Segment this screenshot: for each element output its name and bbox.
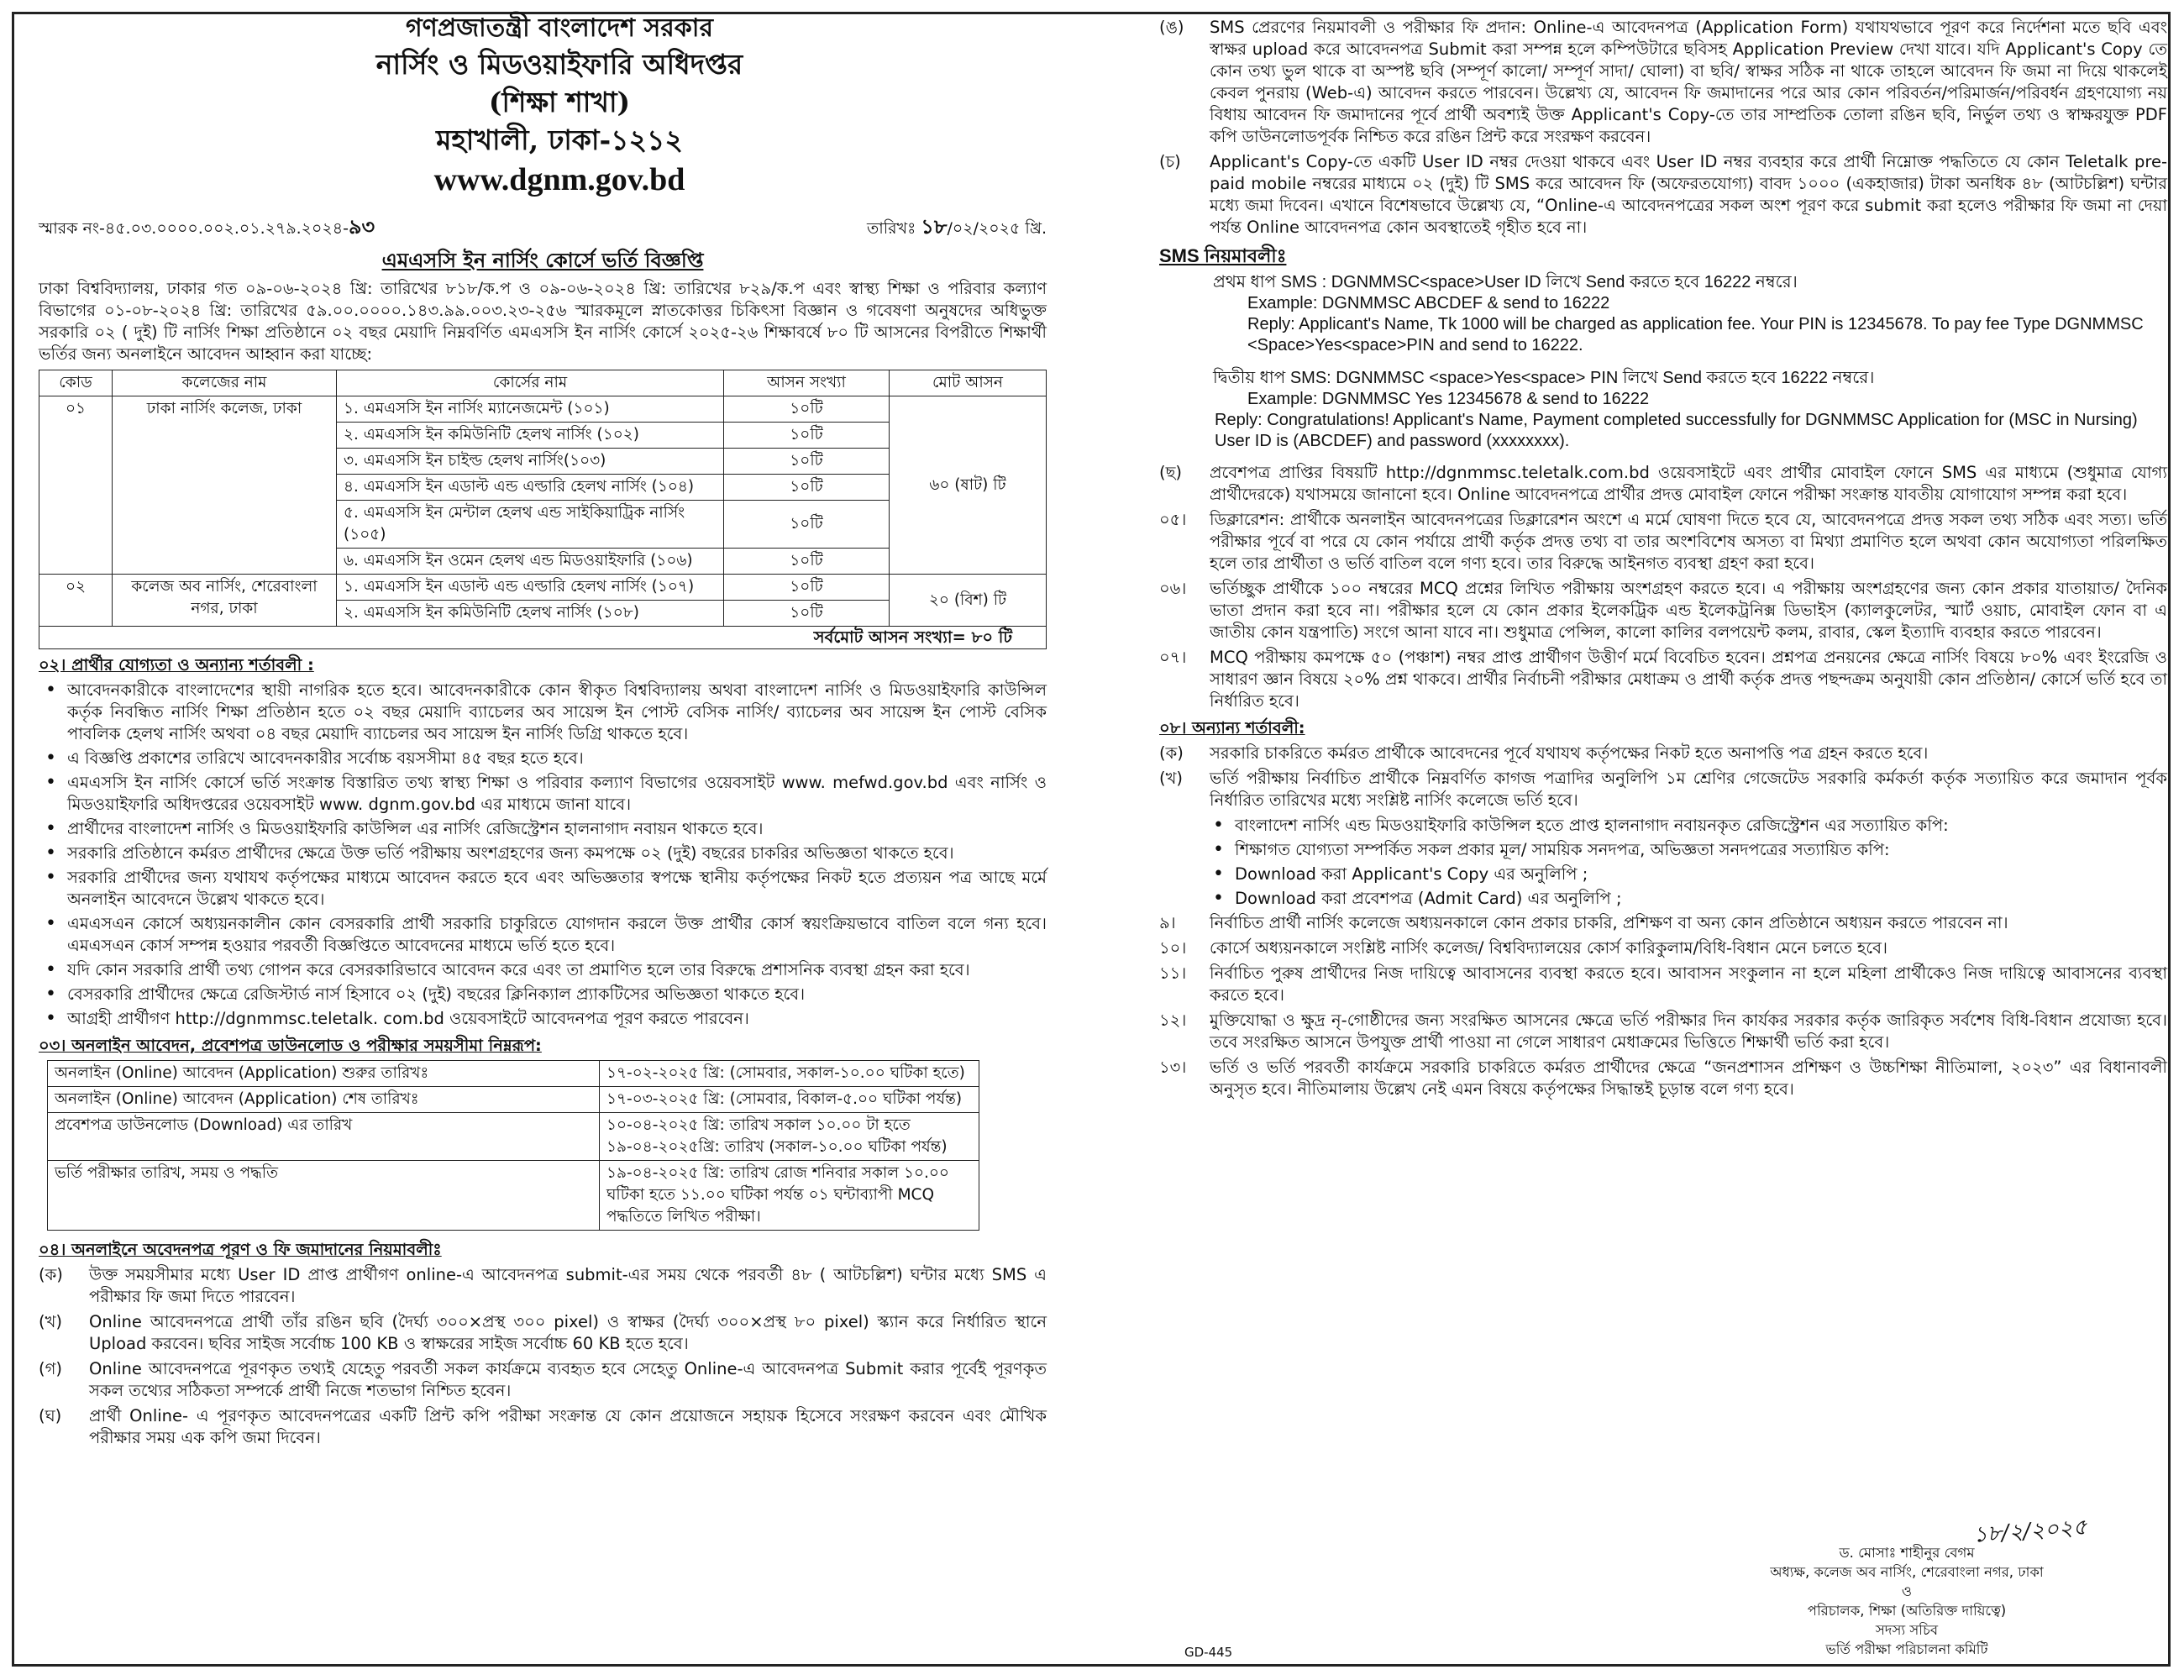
- left-column: [39, 12, 1047, 1452]
- schedule-row: [48, 1113, 979, 1161]
- college-total-seats: ৬০ (ষাট) টি: [890, 396, 1047, 575]
- section4-title: ০৪। অনলাইনে অবেদনপত্র পূরণ ও ফি জমাদানের নিয়মাবলীঃ: [39, 1240, 442, 1259]
- schedule-value: ১০-০৪-২০২৫ খ্রি: তারিখ সকাল ১০.০০ টা হতে ১৯-০৪-২০২৫খ্রি: তারিখ (সকাল-১০.০০ ঘটিকা পর্যন্ত): [600, 1113, 979, 1161]
- fee-rule: [1159, 151, 2167, 239]
- numbered-item-text: মুক্তিযোদ্ধা ও ক্ষুদ্র নৃ-গোষ্ঠীদের জন্য সংরক্ষিত আসনের ক্ষেত্রে ভর্তি পরীক্ষার দিন কার্যকর সরকার কর্তৃক জারিকৃত সর্বশেষ বিধি-বিধান প্রযোজ্য হবে। তবে সংরক্ষিত আসনে উপযুক্ত প্রার্থী পাওয়া না গেলে সাধারণ মেধাক্রমের ভিত্তিতে শিক্ষার্থী ভর্তি করা হবে।: [1210, 1011, 2167, 1052]
- memo-date: [867, 216, 1047, 239]
- college-name: কলেজ অব নার্সিং, শেরেবাংলা নগর, ঢাকা: [113, 575, 337, 627]
- notice-title: [39, 249, 1047, 273]
- numbered-item-text: ভর্তি ও ভর্তি পরবর্তী কার্যক্রমে সরকারি চাকরিতে কর্মরত প্রার্থীদের ক্ষেত্রে “জনপ্রশাসন প্রশিক্ষণ ও উচ্চশিক্ষা নীতিমালা, ২০২৩” এর বিধানাবলী অনুসৃত হবে। নীতিমালায় উল্লেখ নেই এমন বিষয়ে কর্তৃপক্ষের সিদ্ধান্তই চূড়ান্ত বলে গণ্য হবে।: [1210, 1058, 2167, 1099]
- item-chha: [1159, 462, 2167, 506]
- memo-date-handwritten: ১৮: [921, 215, 948, 239]
- schedule-label: প্রবেশপত্র ডাউনলোড (Download) এর তারিখ: [48, 1113, 600, 1161]
- seat-col-code: কোড: [39, 370, 113, 396]
- numbered-item-mark: ১১।: [1159, 963, 1187, 983]
- header-website: www.dgnm.gov.bd: [433, 162, 685, 197]
- numbered-item-text: নির্বাচিত প্রার্থী নার্সিং কলেজে অধ্যয়নকালে কোন প্রকার চাকরি, প্রশিক্ষণ বা অন্য কোন প্রতিষ্ঠানে অধ্যয়ন করতে পারবেন না।: [1210, 913, 2008, 932]
- signatory-name: ড. মোসাঃ শাহীনুর বেগম: [1839, 1545, 1975, 1561]
- sms-step1: প্রথম ধাপ SMS : DGNMMSC<space>User ID লিখে Send করতে হবে 16222 নম্বরে।: [1213, 273, 1798, 291]
- fee-rule-mark: (ঙ): [1159, 18, 1184, 37]
- fee-rule-text: Online আবেদনপত্রে প্রার্থী তাঁর রঙিন ছবি (দৈর্ঘ্য ৩০০×প্রস্থ ৩০০ pixel) ও স্বাক্ষর (দৈর্ঘ্য ৩০০×প্রস্থ ৮০ pixel) স্ক্যান করে নির্ধারিত স্থানে Upload করবেন। ছবির সাইজ সর্বোচ্চ 100 KB ও স্বাক্ষরের সাইজ সর্বোচ্চ 60 KB হতে হবে।: [89, 1312, 1047, 1353]
- fee-rule-mark: (গ): [39, 1359, 62, 1378]
- item-chha-text: প্রবেশপত্র প্রাপ্তির বিষয়টি http://dgnmmsc.teletalk.com.bd ওয়েবসাইটে এবং প্রার্থীর মোবাইল ফোনে SMS এর মাধ্যমে (শুধুমাত্র যোগ্য প্রার্থীদেরকে) যথাসময়ে জানানো হবে। Online আবেদনপত্রে প্রার্থীর প্রদত্ত মোবাইল ফোনে পরীক্ষা সংক্রান্ত যাবতীয় যোগাযোগ সম্পন্ন করা হবে।: [1210, 463, 2167, 504]
- college-code: ০২: [39, 575, 113, 627]
- course-seats: ১০টি: [724, 449, 890, 475]
- numbered-items: [1159, 509, 2167, 712]
- numbered-item: [1159, 509, 2167, 575]
- eligibility-item: • এমএসসি ইন নার্সিং কোর্সে ভর্তি সংক্রান্ত বিস্তারিত তথ্য স্বাস্থ্য শিক্ষা ও পরিবার কল্যাণ বিভাগের ওয়েবসাইট www. mefwd.gov.bd এবং নার্সিং ও মিডওয়াইফারি অধিদপ্তরের ওয়েবসাইট www. dgnm.gov.bd এর মাধ্যমে জানা যাবে।: [67, 772, 1047, 816]
- schedule-row: [48, 1161, 979, 1231]
- numbered-item: [1159, 937, 2167, 959]
- right-column: [1159, 17, 2167, 1104]
- numbered-item: [1159, 578, 2167, 643]
- seat-col-college: কলেজের নাম: [113, 370, 337, 396]
- numbered-item-mark: ০৭।: [1159, 648, 1187, 667]
- header-branch: (শিক্ষা শাখা): [488, 86, 631, 118]
- sms-step1-reply: Reply: Applicant's Name, Tk 1000 will be charged as application fee. Your PIN is 12345678. To pay fee Type DGNMMSC <Space>Yes<space>PIN and send to 16222.: [1247, 315, 2144, 354]
- schedule-label: ভর্তি পরীক্ষার তারিখ, সময় ও পদ্ধতি: [48, 1161, 600, 1231]
- course-name: ৬. এমএসসি ইন ওমেন হেলথ এন্ড মিডওয়াইফারি (১০৬): [337, 549, 724, 575]
- numbered-item-mark: ০৬।: [1159, 579, 1187, 598]
- eligibility-item: • সরকারি প্রতিষ্ঠানে কর্মরত প্রার্থীদের ক্ষেত্রে উক্ত ভর্তি পরীক্ষায় অংশগ্রহণের জন্য কমপক্ষে ০২ (দুই) বছরের চাকরির অভিজ্ঞতা থাকতে হবে।: [67, 843, 1047, 864]
- fee-rule-text: SMS প্রেরণের নিয়মাবলী ও পরীক্ষার ফি প্রদান: Online-এ আবেদনপত্র (Application Form) যথাযথভাবে পূরণ করে নির্দেশনা মতে ছবি এবং স্বাক্ষর upload করে আবেদনপত্র Submit করা সম্পন্ন হলে কম্পিউটারে ছবিসহ Application Preview দেখা যাবে। যদি Applicant's Copy তে কোন তথ্য ভুল থাকে বা অস্পষ্ট ছবি (সম্পূর্ণ কালো/ সম্পূর্ণ সাদা/ ঘোলা) বা ছবি/ স্বাক্ষর সঠিক না থাকে তাহলে আবেদন ফি জমা না দিয়ে থাকলেই কেবল পুনরায় (Web-এ) আবেদন করতে পারবেন। উল্লেখ্য যে, আবেদন ফি জমাদানের পরে আর কোন পরিবর্তন/পরিমার্জন/পরিবর্ধন গ্রহণযোগ্য নয় বিধায় আবেদন ফি জমাদানের পূর্বে প্রার্থী অবশ্যই উক্ত Applicant's Copy-তে তার সাম্প্রতিক তোলা রঙিন ছবি, নির্ভুল তথ্য ও স্বাক্ষরযুক্ত PDF কপি ডাউনলোডপূর্বক নিশ্চিত করে রঙিন প্রিন্ট করে সংরক্ষণ করবেন।: [1210, 18, 2167, 146]
- section2-list: [39, 680, 1047, 1030]
- section8-kha-text: ভর্তি পরীক্ষায় নির্বাচিত প্রার্থীকে নিম্নবর্ণিত কাগজ পত্রাদির অনুলিপি ১ম শ্রেণির গেজেটেড সরকারি কর্মকর্তা কর্তৃক সত্যায়িত করে জমাদান পূর্বক নির্ধারিত তারিখের মধ্যে সংশ্লিষ্ট নার্সিং কলেজে ভর্তি হবে।: [1210, 769, 2167, 810]
- course-name: ৪. এমএসসি ইন এডাল্ট এন্ড এল্ডারি হেলথ নার্সিং (১০৪): [337, 475, 724, 501]
- fee-rule-text: উক্ত সময়সীমার মধ্যে User ID প্রাপ্ত প্রার্থীগণ online-এ আবেদনপত্র submit-এর সময় থেকে পরবর্তী ৪৮ ( আটচল্লিশ) ঘন্টার মধ্যে SMS এ পরীক্ষার ফি জমা দিতে পারবেন।: [89, 1265, 1047, 1306]
- signatory-title2: পরিচালক, শিক্ষা (অতিরিক্ত দায়িত্বে): [1807, 1603, 2007, 1619]
- schedule-value: ১৯-০৪-২০২৫ খ্রি: তারিখ রোজ শনিবার সকাল ১০.০০ ঘটিকা হতে ১১.০০ ঘটিকা পর্যন্ত ০১ ঘন্টাব্যাপী MCQ পদ্ধতিতে লিখিত পরীক্ষা।: [600, 1161, 979, 1231]
- notice-title-text: এমএসসি ইন নার্সিং কোর্সে ভর্তি বিজ্ঞপ্তি: [381, 249, 704, 272]
- course-name: ২. এমএসসি ইন কমিউনিটি হেলথ নার্সিং (১০৮): [337, 601, 724, 627]
- sms-step2: দ্বিতীয় ধাপ SMS: DGNMMSC <space>Yes<space> PIN লিখে Send করতে হবে 16222 নম্বরে।: [1213, 369, 1875, 387]
- fee-rule-mark: (খ): [39, 1312, 63, 1331]
- section8-kha-mark: (খ): [1159, 769, 1184, 788]
- fee-rule: [39, 1311, 1047, 1355]
- course-seats: ১০টি: [724, 396, 890, 423]
- numbered-item-text: ডিক্লারেশন: প্রার্থীকে অনলাইন আবেদনপত্রের ডিক্লারেশন অংশে এ মর্মে ঘোষণা দিতে হবে যে, আবেদনপত্রে প্রদত্ত সকল তথ্য সঠিক এবং সত্য। ভর্তি পরীক্ষার পূর্বে বা পরে যে কোন পর্যায়ে প্রার্থী কর্তৃক প্রদত্ত তথ্য বা তার অংশবিশেষ অসত্য বা মিথ্যা প্রমাণিত হলে অথবা কোন অযোগ্যতা পরিলক্ষিত হলে তার প্রার্থীতা ও ভর্তি বাতিল বলে গণ্য হবে। তার বিরুদ্ধে আইনগত ব্যবস্থা গ্রহণ করা হবে।: [1210, 510, 2167, 573]
- footer-code: GD-445: [1184, 1645, 1233, 1660]
- fee-rule: [39, 1358, 1047, 1402]
- seat-table: [39, 370, 1047, 627]
- schedule-label: অনলাইন (Online) আবেদন (Application) শেষ তারিখঃ: [48, 1087, 600, 1113]
- memo-date-rest: /০২/২০২৫ খ্রি.: [947, 219, 1047, 238]
- fee-rule: [39, 1264, 1047, 1308]
- schedule-value: ১৭-০৩-২০২৫ খ্রি: (সোমবার, বিকাল-৫.০০ ঘটিকা পর্যন্ত): [600, 1087, 979, 1113]
- signature-handwritten: [1709, 1515, 2104, 1548]
- section8-title: ০৮। অন্যান্য শর্তাবলী:: [1159, 718, 1305, 738]
- numbered-item-mark: ৯।: [1159, 913, 1176, 932]
- fee-items: [1159, 17, 2167, 239]
- college-name: ঢাকা নার্সিং কলেজ, ঢাকা: [113, 396, 337, 575]
- section2-title: ০২। প্রার্থীর যোগ্যতা ও অন্যান্য শর্তাবলী :: [39, 655, 314, 675]
- section8-ka: [1159, 743, 2167, 764]
- fee-rule-text: Online আবেদনপত্রে পূরণকৃত তথ্যই যেহেতু পরবর্তী সকল কার্যক্রমে ব্যবহৃত হবে সেহেতু Online-এ আবেদনপত্র Submit করার পূর্বেই পূরণকৃত সকল তথ্যের সঠিকতা সম্পর্কে প্রার্থী নিজে শতভাগ নিশ্চিত হবেন।: [89, 1359, 1047, 1400]
- fee-rule: [39, 1405, 1047, 1449]
- course-seats: ১০টি: [724, 423, 890, 449]
- seat-col-course: কোর্সের নাম: [337, 370, 724, 396]
- numbered-item-mark: ০৫।: [1159, 510, 1187, 529]
- eligibility-item: • আগ্রহী প্রার্থীগণ http://dgnmmsc.teletalk. com.bd ওয়েবসাইটে আবেদনপত্র পূরণ করতে পারবেন।: [67, 1008, 1047, 1030]
- numbered-item-mark: ১৩।: [1159, 1058, 1187, 1077]
- sms-instructions: [1159, 272, 2167, 452]
- course-name: ১. এমএসসি ইন নার্সিং ম্যানেজমেন্ট (১০১): [337, 396, 724, 423]
- fee-rule-mark: (ক): [39, 1265, 63, 1284]
- course-name: ১. এমএসসি ইন এডাল্ট এন্ড এল্ডারি হেলথ নার্সিং (১০৭): [337, 575, 724, 601]
- schedule-row: [48, 1087, 979, 1113]
- course-seats: ১০টি: [724, 575, 890, 601]
- memo-date-label: তারিখঃ: [866, 219, 916, 238]
- course-seats: ১০টি: [724, 549, 890, 575]
- sms-step2-example: Example: DGNMMSC Yes 12345678 & send to 16222: [1247, 390, 1650, 408]
- schedule-row: [48, 1061, 979, 1087]
- memo-ref: [39, 216, 375, 239]
- seat-table-row: [39, 396, 1047, 423]
- numbered-item-text: নির্বাচিত পুরুষ প্রার্থীদের নিজ দায়িত্বে আবাসনের ব্যবস্থা করতে হবে। আবাসন সংকুলান না হলে মহিলা প্রার্থীকেও নিজ দায়িত্বে আবাসনের ব্যবস্থা করতে হবে।: [1210, 963, 2167, 1005]
- numbered-item: [1159, 1057, 2167, 1100]
- section8-kha: [1159, 768, 2167, 811]
- numbered-item-mark: ১০।: [1159, 938, 1187, 958]
- memo-row: [39, 216, 1047, 239]
- signatory-title3: সদস্য সচিব: [1875, 1622, 1939, 1638]
- college-code: ০১: [39, 396, 113, 575]
- signature-date: ১৮/২/২০২৫: [1972, 1515, 2088, 1548]
- letterhead: [215, 12, 904, 201]
- fee-rule-mark: (চ): [1159, 152, 1181, 171]
- course-seats: ১০টি: [724, 501, 890, 549]
- section8-list: [1159, 815, 2167, 910]
- course-name: ২. এমএসসি ইন কমিউনিটি হেলথ নার্সিং (১০২): [337, 423, 724, 449]
- document-item: • শিক্ষাগত যোগ্যতা সম্পর্কিত সকল প্রকার মূল/ সাময়িক সনদপত্র, অভিজ্ঞতা সনদপত্রের সত্যায়িত কপি:: [1235, 839, 2167, 861]
- memo-ref-label: স্মারক নং-৪৫.০৩.০০০০.০০২.০১.২৭৯.২০২৪-: [39, 219, 349, 238]
- item-chha-mark: (ছ): [1159, 463, 1183, 482]
- eligibility-item: • এমএসএন কোর্সে অধ্যয়নকালীন কোন বেসরকারি প্রার্থী সরকারি চাকুরিতে যোগদান করলে উক্ত প্রার্থীর কোর্স স্বয়ংক্রিয়ভাবে বাতিল বলে গন্য হবে। এমএসএন কোর্স সম্পন্ন হওয়ার পরবর্তী বিজ্ঞপ্তিতে আবেদনের মাধ্যমে ভর্তি হতে হবে।: [67, 913, 1047, 957]
- numbered-item-mark: ১২।: [1159, 1011, 1187, 1030]
- course-seats: ১০টি: [724, 475, 890, 501]
- signatory-and: ও: [1901, 1583, 1913, 1599]
- schedule-value: ১৭-০২-২০২৫ খ্রি: (সোমবার, সকাল-১০.০০ ঘটিকা হতে): [600, 1061, 979, 1087]
- sms-step2-reply: Reply: Congratulations! Applicant's Name, Payment completed successfully for DGNMMSC Application for (MSC in Nursing) User ID is (ABCDEF) and password (xxxxxxxx).: [1215, 411, 2138, 450]
- numbered-item: [1159, 647, 2167, 712]
- section4-list: [39, 1264, 1047, 1449]
- numbered-item: [1159, 963, 2167, 1006]
- sms-title: SMS নিয়মাবলীঃ: [1159, 245, 1287, 266]
- eligibility-item: • যদি কোন সরকারি প্রার্থী তথ্য গোপন করে বেসরকারিভাবে আবেদন করে এবং তা প্রমাণিত হলে তার বিরুদ্ধে প্রশাসনিক ব্যবস্থা গ্রহন করা হবে।: [67, 959, 1047, 981]
- signatory-title4: ভর্তি পরীক্ষা পরিচালনা কমিটি: [1825, 1641, 1988, 1657]
- numbered-item-text: MCQ পরীক্ষায় কমপক্ষে ৫০ (পঞ্চাশ) নম্বর প্রাপ্ত প্রার্থীগণ উত্তীর্ণ মর্মে বিবেচিত হবেন। প্রশ্নপত্র প্রনয়নের ক্ষেত্রে নার্সিং বিষয়ে ৮০% এবং ইংরেজি ও সাধারণ জ্ঞান বিষয়ে ২০% প্রশ্ন থাকবে। প্রার্থীর নির্বাচনী পরীক্ষার মেধাক্রম ও প্রার্থী কর্তৃক প্রদত্ত পছন্দক্রম অনুযায়ী কোন প্রতিষ্ঠান/ কোর্সে ভর্তি হবে তা নির্ধারিত হবে।: [1210, 648, 2167, 711]
- seat-col-total: মোট আসন: [890, 370, 1047, 396]
- course-seats: ১০টি: [724, 601, 890, 627]
- signatory-title1: অধ্যক্ষ, কলেজ অব নার্সিং, শেরেবাংলা নগর, ঢাকা: [1770, 1564, 2044, 1580]
- document-item: • বাংলাদেশ নার্সিং এন্ড মিডওয়াইফারি কাউন্সিল হতে প্রাপ্ত হালনাগাদ নবায়নকৃত রেজিস্ট্রেশন এর সত্যায়িত কপি:: [1235, 815, 2167, 837]
- course-name: ৩. এমএসসি ইন চাইল্ড হেলথ নার্সিং(১০৩): [337, 449, 724, 475]
- document-item: • Download করা Applicant's Copy এর অনুলিপি ;: [1235, 864, 2167, 885]
- header-gov: গণপ্রজাতন্ত্রী বাংলাদেশ সরকার: [406, 13, 713, 43]
- header-dept: নার্সিং ও মিডওয়াইফারি অধিদপ্তর: [375, 48, 743, 81]
- fee-rule-text: প্রার্থী Online- এ পূরণকৃত আবেদনপত্রের একটি প্রিন্ট কপি পরীক্ষা সংক্রান্ত যে কোন প্রয়োজনে সহায়ক হিসেবে সংরক্ষণ করবেন এবং মৌখিক পরীক্ষার সময় এক কপি জমা দিবেন।: [89, 1406, 1047, 1447]
- seat-table-header: [39, 370, 1047, 396]
- section8-ka-text: সরকারি চাকরিতে কর্মরত প্রার্থীকে আবেদনের পূর্বে যথাযথ কর্তৃপক্ষের নিকট হতে অনাপত্তি পত্র গ্রহন করতে হবে।: [1210, 743, 1929, 763]
- course-name: ৫. এমএসসি ইন মেন্টাল হেলথ এন্ড সাইকিয়াট্রিক নার্সিং (১০৫): [337, 501, 724, 549]
- eligibility-item: • বেসরকারি প্রার্থীদের ক্ষেত্রে রেজিস্টার্ড নার্স হিসাবে ০২ (দুই) বছরের ক্লিনিক্যাল প্র্যাকটিসের অভিজ্ঞতা থাকতে হবে।: [67, 984, 1047, 1005]
- sms-step1-example: Example: DGNMMSC ABCDEF & send to 16222: [1247, 294, 1610, 312]
- numbered-items-2: [1159, 912, 2167, 1100]
- section8-ka-mark: (ক): [1159, 743, 1184, 763]
- eligibility-item: • এ বিজ্ঞপ্তি প্রকাশের তারিখে আবেদনকারীর সর্বোচ্চ বয়সসীমা ৪৫ বছর হতে হবে।: [67, 748, 1047, 769]
- eligibility-item: • সরকারি প্রার্থীদের জন্য যথাযথ কর্তৃপক্ষের মাধ্যমে আবেদন করতে হবে এবং অভিজ্ঞতার স্বপক্ষে স্থানীয় কর্তৃপক্ষের নিকট হতে প্রত্যয়ন পত্র আছে মর্মে অনলাইন আবেদনে উল্লেখ থাকতে হবে।: [67, 867, 1047, 911]
- seat-col-seats: আসন সংখ্যা: [724, 370, 890, 396]
- header-address: মহাখালী, ঢাকা-১২১২: [436, 123, 683, 156]
- fee-rule: [1159, 17, 2167, 148]
- schedule-table: [47, 1060, 979, 1231]
- numbered-item: [1159, 1010, 2167, 1053]
- document-item: • Download করা প্রবেশপত্র (Admit Card) এর অনুলিপি ;: [1235, 888, 2167, 910]
- eligibility-item: • আবেদনকারীকে বাংলাদেশের স্থায়ী নাগরিক হতে হবে। আবেদনকারীকে কোন স্বীকৃত বিশ্ববিদ্যালয় অথবা বাংলাদেশ নার্সিং ও মিডওয়াইফারি কাউন্সিল কর্তৃক নিবন্ধিত নার্সিং শিক্ষা প্রতিষ্ঠান হতে ০২ বছর মেয়াদি ব্যাচেলর অব সায়েন্স ইন পোস্ট বেসিক নার্সিং/ ব্যাচেলর অব সায়েন্স ইন পোস্ট বেসিক পাবলিক হেলথ নার্সিং অথবা ০৪ বছর মেয়াদি ব্যাচেলর অব সায়েন্স ইন নার্সিং ডিগ্রি থাকতে হবে।: [67, 680, 1047, 745]
- intro-paragraph: ঢাকা বিশ্ববিদ্যালয়, ঢাকার গত ০৯-০৬-২০২৪ খ্রি: তারিখের ৮১৮/ক.প ও ০৯-০৬-২০২৪ খ্রি: তারিখের ৮২৯/ক.প এবং স্বাস্থ্য শিক্ষা ও পরিবার কল্যাণ বিভাগের ০১-০৮-২০২৪ খ্রি: তারিখের ৫৯.০০.০০০০.১৪৩.৯৯.০০৩.২৩-২৫৬ স্মারকমূলে স্নাতকোত্তর চিকিৎসা বিজ্ঞান ও গবেষণা অনুষদের অধিভুক্ত সরকারি ০২ ( দুই) টি নার্সিং শিক্ষা প্রতিষ্ঠানে ০২ বছর মেয়াদি নিম্নবর্ণিত এমএসসি ইন নার্সিং কোর্সে ২০২৫-২৬ শিক্ষাবর্ষে ৮০ টি আসনের বিপরীতে শিক্ষার্থী ভর্তির জন্য অনলাইনে আবেদন আহ্বান করা যাচ্ছে:: [39, 279, 1047, 364]
- fee-rule-mark: (ঘ): [39, 1406, 62, 1425]
- seat-grand-total: সর্বমোট আসন সংখ্যা= ৮০ টি: [39, 627, 1047, 649]
- section3-title: ০৩। অনলাইন আবেদন, প্রবেশপত্র ডাউনলোড ও পরীক্ষার সময়সীমা নিম্নরূপ:: [39, 1036, 542, 1055]
- numbered-item: [1159, 912, 2167, 934]
- numbered-item-text: কোর্সে অধ্যয়নকালে সংশ্লিষ্ট নার্সিং কলেজ/ বিশ্ববিদ্যালয়ের কোর্স কারিকুলাম/বিধি-বিধান মেনে চলতে হবে।: [1210, 938, 1887, 958]
- eligibility-item: • প্রার্থীদের বাংলাদেশ নার্সিং ও মিডওয়াইফারি কাউন্সিল এর নার্সিং রেজিস্ট্রেশন হালনাগাদ নবায়ন থাকতে হবে।: [67, 818, 1047, 840]
- numbered-item-text: ভর্তিচ্ছুক প্রার্থীকে ১০০ নম্বরের MCQ প্রশ্নের লিখিত পরীক্ষায় অংশগ্রহণ করতে হবে। এ পরীক্ষায় অংশগ্রহণের জন্য কোন প্রকার যাতায়াত/ দৈনিক ভাতা প্রদান করা হবে না। পরীক্ষার হলে যে কোন প্রকার ইলেকট্রিক এন্ড ইলেকট্রনিক্স ডিভাইস (ক্যালকুলেটর, স্মার্ট ওয়াচ, মোবাইল ফোন বা এ জাতীয় কোন যন্ত্রপাতি) সংগে আনা যাবে না। শুধুমাত্র পেন্সিল, কালো কালির বলপয়েন্ট কলম, রাবার, স্কেল ইত্যাদি ব্যবহার করতে পারবেন।: [1210, 579, 2167, 642]
- memo-ref-handwritten: ৯৩: [348, 215, 375, 239]
- seat-table-row: [39, 575, 1047, 601]
- signature-block: [1709, 1515, 2104, 1659]
- schedule-label: অনলাইন (Online) আবেদন (Application) শুরুর তারিখঃ: [48, 1061, 600, 1087]
- fee-rule-text: Applicant's Copy-তে একটি User ID নম্বর দেওয়া থাকবে এবং User ID নম্বর ব্যবহার করে প্রার্থী নিম্নোক্ত পদ্ধতিতে যে কোন Teletalk pre-paid mobile নম্বরের মাধ্যমে ০২ (দুই) টি SMS করে আবেদন ফি (অফেরতযোগ্য) বাবদ ১০০০ (একহাজার) টাকা অনধিক ৪৮ (আটচল্লিশ) ঘন্টার মধ্যে জমা দিবেন। এখানে বিশেষভাবে উল্লেখ্য যে, “Online-এ আবেদনপত্রের সকল অংশ পূরণ করে submit করা হলেও পরীক্ষার ফি জমা না দেয়া পর্যন্ত Online আবেদনপত্র কোন অবস্থাতেই গৃহীত হবে না।: [1210, 152, 2167, 237]
- college-total-seats: ২০ (বিশ) টি: [890, 575, 1047, 627]
